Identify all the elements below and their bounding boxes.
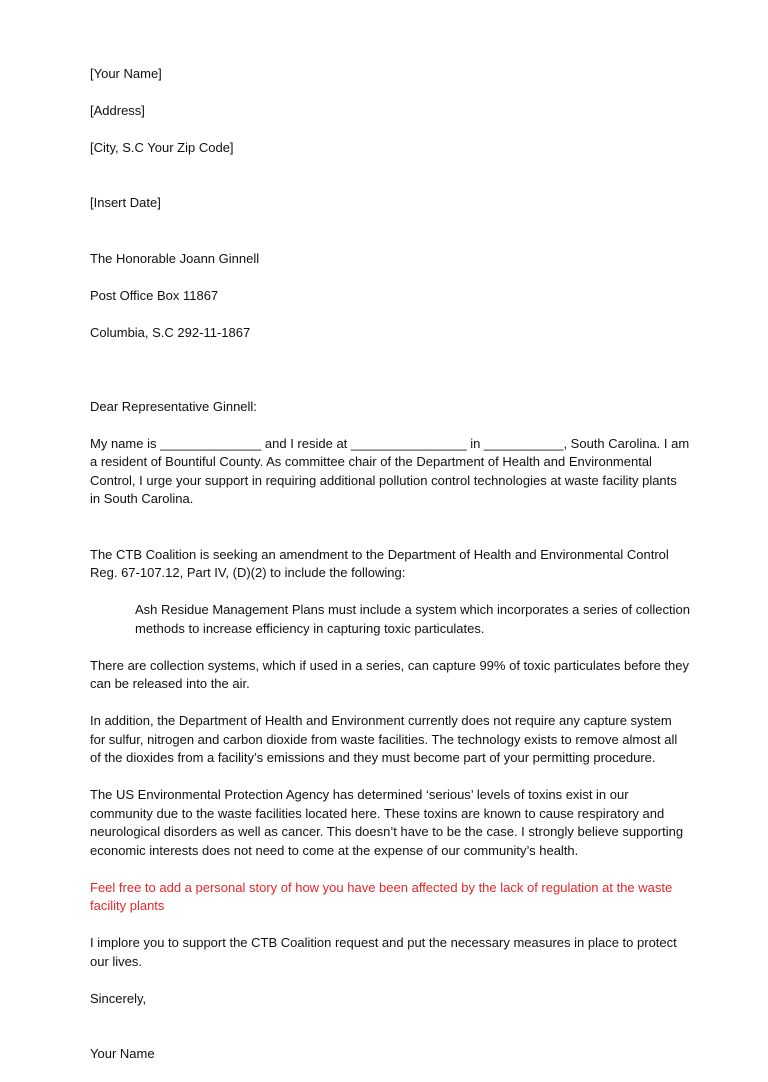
recipient-block [90, 231, 690, 361]
personal-story-note: Feel free to add a personal story of how you have been affected by the lack of regulation at the waste facility plants [90, 879, 673, 913]
signature: Your Name [90, 1046, 155, 1061]
collection-paragraph: There are collection systems, which if used in a series, can capture 99% of toxic particulates before they can be released into the air. [90, 657, 690, 691]
recipient-name: The Honorable Joann Ginnell [90, 250, 260, 266]
sender-address: [Address] [90, 102, 145, 118]
letter-date: [Insert Date] [90, 195, 161, 210]
epa-paragraph: The US Environmental Protection Agency has determined ‘serious’ levels of toxins exist in our community due to the waste facilities located here. These toxins are known to cause respiratory and neurological disorders as well as cancer. This doesn’t have to be the case. I strongly believe supporting economic interests does not need to come at the expense of our community’s health. [90, 787, 684, 858]
addition-paragraph: In addition, the Department of Health and Environment currently does not require any capture system for sulfur, nitrogen and carbon dioxide from waste facilities. The technology exists to remove almost all of the dioxides from a facility’s emissions and they must become part of your permitting procedure. [90, 713, 678, 765]
sender-block [90, 46, 690, 176]
intro-paragraph: My name is ______________ and I reside at ________________ in ___________, South Carolina. I am a resident of Bountiful County. As committee chair of the Department of Health and Environmental Control, I urge your support in requiring additional pollution control technologies at waste facility plants in South Carolina. [90, 435, 690, 506]
sender-city: [City, S.C Your Zip Code] [90, 139, 234, 155]
amendment-quote: Ash Residue Management Plans must include a system which incorporates a series of collection methods to increase efficiency in capturing toxic particulates. [135, 602, 690, 636]
salutation: Dear Representative Ginnell: [90, 398, 257, 414]
recipient-city: Columbia, S.C 292-11-1867 [90, 324, 251, 340]
amendment-paragraph: The CTB Coalition is seeking an amendment to the Department of Health and Environmental Control Reg. 67-107.12, Part IV, (D)(2) to include the following: [90, 546, 669, 580]
intro-block [90, 379, 690, 527]
sender-name: [Your Name] [90, 65, 162, 81]
implore-paragraph: I implore you to support the CTB Coalition request and put the necessary measures in place to protect our lives. [90, 935, 677, 969]
letter-page [90, 46, 690, 1082]
recipient-po-box: Post Office Box 11867 [90, 287, 219, 303]
closing: Sincerely, [90, 990, 147, 1006]
